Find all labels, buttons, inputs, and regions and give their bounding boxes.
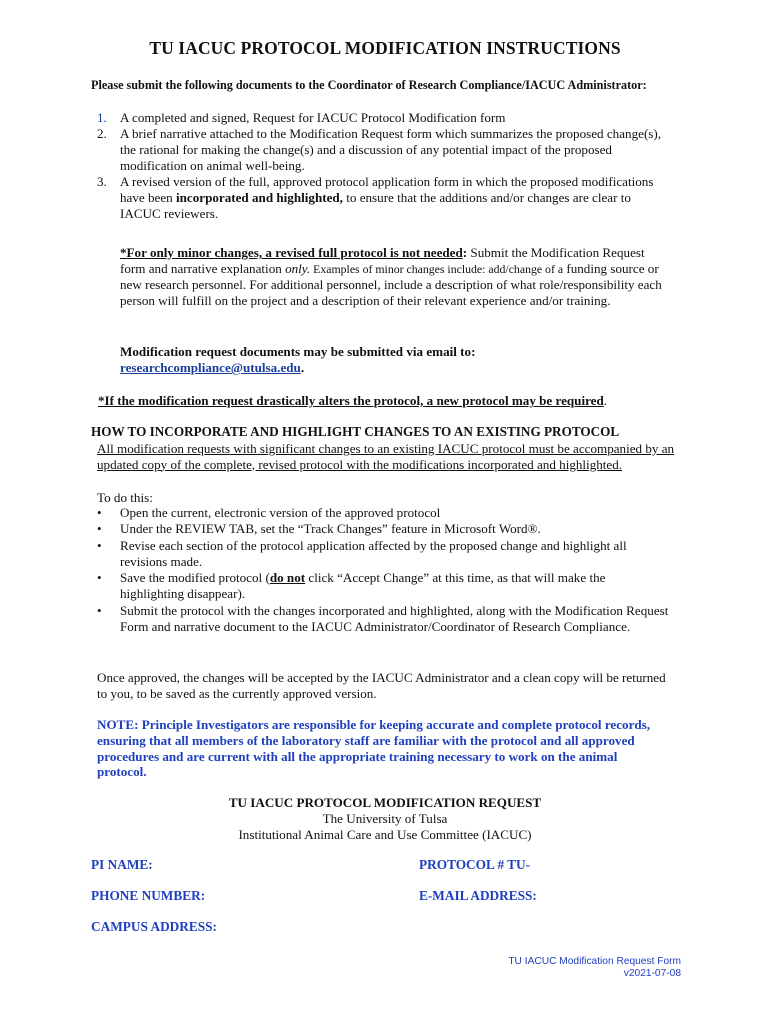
documents-list bbox=[97, 110, 667, 222]
step-text: Submit the protocol with the changes incorporated and highlighted, along with the Modification Request Form and narrative document to the IACUC Administrator/Coordinator of Research Compliance. bbox=[120, 602, 669, 635]
list-item-text: to ensure that the additions and/or changes are clear to IACUC reviewers. bbox=[120, 190, 631, 221]
approval-paragraph: Once approved, the changes will be accepted by the IACUC Administrator and a clean copy will be returned to you, to be saved as the currently approved version. bbox=[97, 670, 666, 702]
intro-instruction: Please submit the following documents to the Coordinator of Research Compliance/IACUC Administrator: bbox=[91, 78, 647, 92]
campus-address-label: CAMPUS ADDRESS: bbox=[91, 919, 217, 934]
drastic-change-text: *If the modification request drastically alters the protocol, a new protocol may be required bbox=[98, 393, 604, 408]
university-name: The University of Tulsa bbox=[322, 811, 448, 826]
do-not-emphasis: do not bbox=[269, 570, 306, 586]
emphasis-text: incorporated and highlighted, bbox=[175, 190, 343, 205]
page-title: TU IACUC PROTOCOL MODIFICATION INSTRUCTIONS bbox=[149, 38, 621, 58]
email-address-label: E-MAIL ADDRESS: bbox=[419, 888, 537, 903]
list-item bbox=[97, 521, 672, 537]
bullet-icon: • bbox=[97, 505, 102, 520]
phone-number-label: PHONE NUMBER: bbox=[91, 888, 206, 903]
email-instruction: Modification request documents may be submitted via email to: bbox=[120, 344, 476, 359]
committee-name: Institutional Animal Care and Use Committee (IACUC) bbox=[238, 827, 532, 842]
list-item-text: A revised version of the full, approved protocol application form in which the proposed modifications have been bbox=[120, 174, 654, 205]
list-item bbox=[97, 570, 672, 603]
list-item-text: A brief narrative attached to the Modification Request form which summarizes the proposed change(s), the rational for making the change(s) and a discussion of any potential impact of the proposed modification on animal well-being. bbox=[120, 126, 662, 173]
step-text: click “Accept Change” at this time, as that will make the highlighting disappear). bbox=[120, 570, 606, 602]
minor-colon: : bbox=[462, 245, 471, 260]
steps-list bbox=[97, 505, 672, 635]
minor-changes-paragraph bbox=[120, 245, 670, 309]
step-text: Under the REVIEW TAB, set the “Track Changes” feature in Microsoft Word®. bbox=[120, 521, 541, 537]
section-heading-how-to: HOW TO INCORPORATE AND HIGHLIGHT CHANGES TO AN EXISTING PROTOCOL bbox=[91, 424, 620, 439]
list-item bbox=[97, 126, 667, 174]
footer-version: v2021-07-08 bbox=[623, 968, 681, 979]
to-do-label: To do this: bbox=[97, 490, 153, 505]
minor-examples: Examples of minor changes include: add/change of a bbox=[310, 262, 564, 276]
bullet-icon: • bbox=[97, 521, 102, 537]
list-number: 2. bbox=[97, 126, 107, 141]
list-number: 3. bbox=[97, 174, 107, 189]
bullet-icon: • bbox=[97, 537, 102, 553]
step-text: Save the modified protocol ( bbox=[120, 570, 270, 586]
list-item bbox=[97, 174, 667, 222]
footer-form-name: TU IACUC Modification Request Form bbox=[508, 956, 681, 967]
list-number: 1. bbox=[97, 110, 107, 125]
minor-changes-lead: *For only minor changes, a revised full protocol is not needed bbox=[120, 245, 463, 260]
list-item bbox=[97, 110, 667, 126]
step-text: Revise each section of the protocol application affected by the proposed change and highlight all revisions made. bbox=[120, 537, 627, 569]
email-period: . bbox=[300, 360, 305, 375]
list-item-text: A completed and signed, Request for IACUC Protocol Modification form bbox=[120, 110, 506, 125]
minor-text-continued: funding source or new research personnel. For additional personnel, include a description of what role/responsibility each person will fulfill on the project and a description of their relevant experience and/or training. bbox=[120, 261, 662, 308]
compliance-email-link[interactable]: researchcompliance@utulsa.edu bbox=[120, 360, 301, 375]
bullet-icon: • bbox=[97, 570, 102, 586]
minor-text: Submit the Modification Request form and narrative explanation bbox=[120, 245, 645, 276]
email-paragraph bbox=[120, 344, 670, 376]
request-title: TU IACUC PROTOCOL MODIFICATION REQUEST bbox=[228, 795, 542, 810]
step-text: Open the current, electronic version of the approved protocol bbox=[120, 505, 441, 520]
bullet-icon: • bbox=[97, 602, 102, 618]
list-item bbox=[97, 538, 672, 571]
pi-responsibility-note: NOTE: Principle Investigators are responsible for keeping accurate and complete protocol records, ensuring that all members of the laboratory staff are familiar with the protocol and all approved procedures and are current with all the appropriate training necessary to work on the animal protocol. bbox=[97, 717, 651, 780]
pi-name-label: PI NAME: bbox=[91, 857, 153, 872]
page-footer bbox=[508, 956, 681, 980]
request-header bbox=[0, 795, 770, 843]
list-item bbox=[97, 603, 672, 636]
protocol-number-label: PROTOCOL # TU- bbox=[419, 857, 531, 872]
drastic-period: . bbox=[603, 393, 608, 408]
drastic-change-warning bbox=[98, 393, 698, 409]
list-item bbox=[97, 505, 672, 521]
all-modifications-requirement: All modification requests with significant changes to an existing IACUC protocol must be accompanied by an updated copy of the complete, revised protocol with the modifications incorporated and highlighted. bbox=[97, 441, 675, 472]
only-emphasis: only. bbox=[285, 261, 311, 276]
